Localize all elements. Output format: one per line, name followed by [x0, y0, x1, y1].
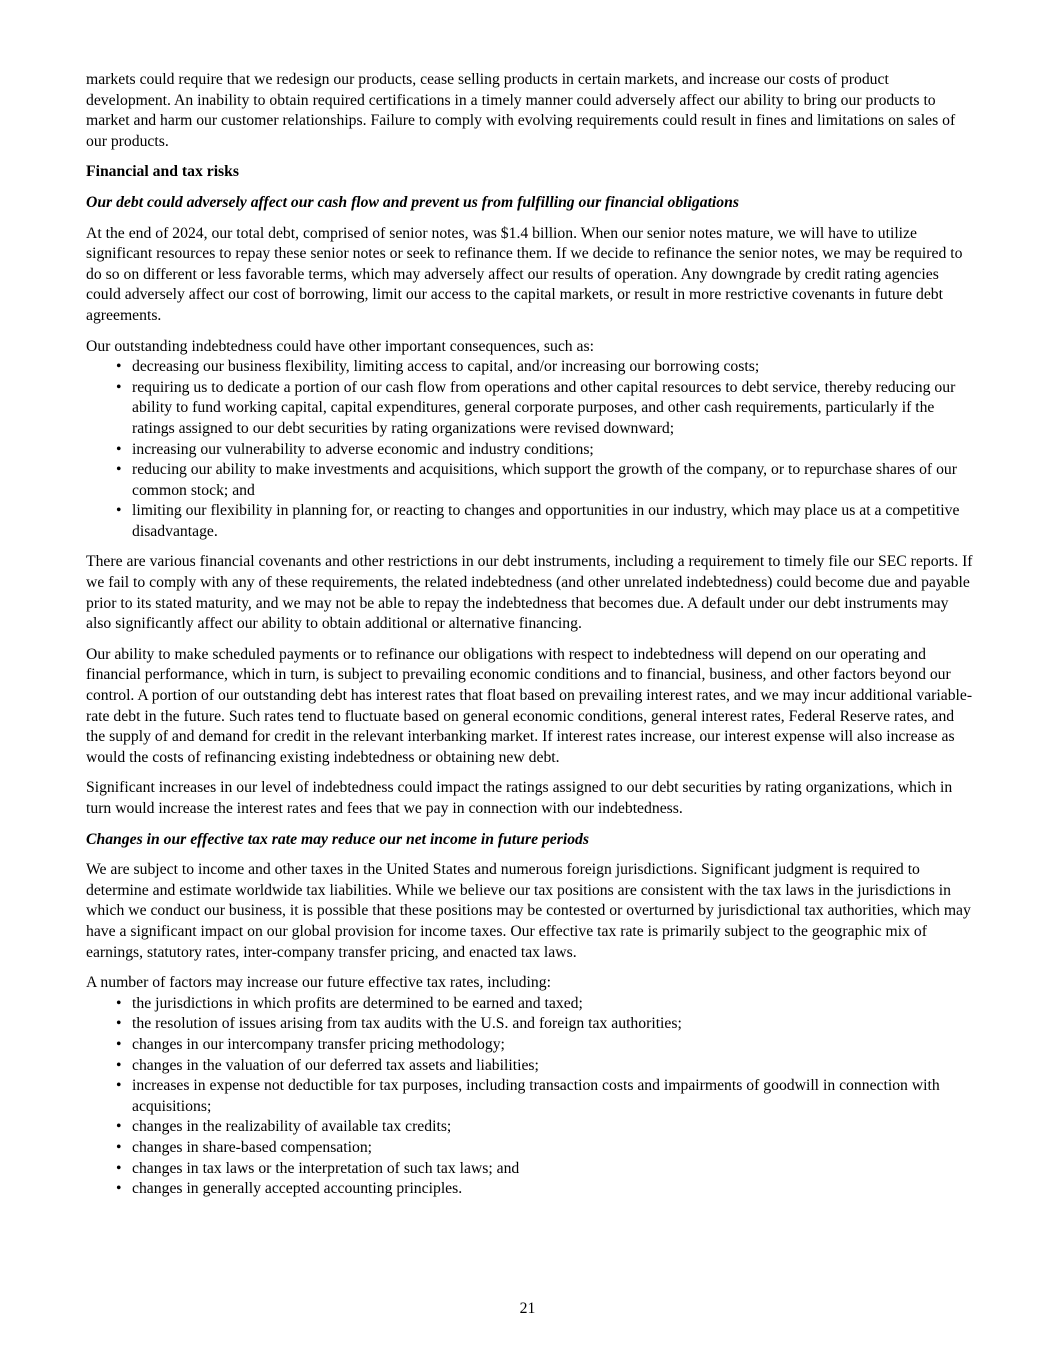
- tax-bullets-intro: A number of factors may increase our future effective tax rates, including:: [86, 974, 551, 992]
- tax-risk-heading: Changes in our effective tax rate may reduce our net income in future periods: [86, 830, 590, 848]
- list-item: • changes in share-based compensation;: [86, 1138, 974, 1159]
- bullet-icon: •: [116, 502, 122, 520]
- bullet-icon: •: [116, 1180, 122, 1198]
- bullet-icon: •: [116, 1077, 122, 1095]
- tax-factors-list: [86, 994, 974, 1200]
- bullet-icon: •: [116, 461, 122, 479]
- list-item: • changes in our intercompany transfer pricing methodology;: [86, 1035, 974, 1056]
- bullet-icon: •: [116, 440, 122, 458]
- bullet-icon: •: [116, 1159, 122, 1177]
- list-item: • changes in tax laws or the interpretation of such tax laws; and: [86, 1159, 974, 1180]
- list-item: • limiting our flexibility in planning for, or reacting to changes and opportunities in our industry, which may place us at a competitive disadvantage.: [116, 502, 960, 540]
- list-item: • changes in the valuation of our deferred tax assets and liabilities;: [86, 1056, 974, 1077]
- bullet-icon: •: [116, 994, 122, 1012]
- bullet-icon: •: [116, 1015, 122, 1033]
- page-number: 21: [519, 1300, 536, 1317]
- debt-paragraph-2: There are various financial covenants and other restrictions in our debt instruments, including a requirement to timely file our SEC reports. If we fail to comply with any of these requirements, the related indebtedness (and other unrelated indebtedness) could become due and payable prior to its stated maturity, and we may not be able to repay the indebtedness that becomes due. A default under our debt instruments may also significantly affect our ability to obtain additional or alternative financing.: [86, 553, 973, 633]
- tax-paragraph-1: We are subject to income and other taxes in the United States and numerous foreign jurisdictions. Significant judgment is required to determine and estimate worldwide tax liabilities. While we believe our tax positions are consistent with the tax laws in the jurisdictions in which we conduct our business, it is possible that these positions may be contested or overturned by jurisdictional tax authorities, which may have a significant impact on our global provision for income taxes. Our effective tax rate is primarily subject to the geographic mix of earnings, statutory rates, inter-company transfer pricing, and enacted tax laws.: [86, 861, 971, 961]
- list-item: • requiring us to dedicate a portion of our cash flow from operations and other capital resources to debt service, thereby reducing our ability to fund working capital, capital expenditures, general corporate purposes, and other cash requirements, particularly if the ratings assigned to our debt securities by rating organizations were revised downward;: [116, 378, 956, 437]
- list-item: • increases in expense not deductible for tax purposes, including transaction costs and impairments of goodwill in connection with acquisitions;: [116, 1077, 940, 1115]
- debt-bullets-intro: Our outstanding indebtedness could have other important consequences, such as:: [86, 337, 594, 355]
- list-item: • changes in generally accepted accounting principles.: [86, 1179, 974, 1200]
- bullet-icon: •: [116, 358, 122, 376]
- list-item: • changes in the realizability of available tax credits;: [86, 1117, 974, 1138]
- list-item: • increasing our vulnerability to adverse economic and industry conditions;: [86, 440, 974, 461]
- bullet-icon: •: [116, 1118, 122, 1136]
- list-item: • the resolution of issues arising from tax audits with the U.S. and foreign tax authorities;: [86, 1014, 974, 1035]
- debt-risk-heading: Our debt could adversely affect our cash flow and prevent us from fulfilling our financial obligations: [86, 193, 739, 211]
- bullet-icon: •: [116, 378, 122, 396]
- section-heading: Financial and tax risks: [86, 163, 239, 181]
- bullet-icon: •: [116, 1138, 122, 1156]
- debt-paragraph-4: Significant increases in our level of indebtedness could impact the ratings assigned to our debt securities by rating organizations, which in turn would increase the interest rates and fees that we pay in connection with our indebtedness.: [86, 779, 953, 817]
- bullet-icon: •: [116, 1056, 122, 1074]
- debt-paragraph-3: Our ability to make scheduled payments or to refinance our obligations with respect to indebtedness will depend on our operating and financial performance, which in turn, is subject to prevailing economic conditions and to financial, business, and other factors beyond our control. A portion of our outstanding debt has interest rates that float based on prevailing interest rates, and we may incur additional variable-rate debt in the future. Such rates tend to fluctuate based on general economic conditions, general interest rates, Federal Reserve rates, and the supply of and demand for credit in the relevant interbanking market. If interest rates increase, our interest expense will also increase as would the costs of refinancing existing indebtedness or obtaining new debt.: [86, 645, 973, 766]
- list-item: • reducing our ability to make investments and acquisitions, which support the growth of the company, or to repurchase shares of our common stock; and: [116, 461, 957, 499]
- debt-paragraph-1: At the end of 2024, our total debt, comprised of senior notes, was $1.4 billion. When our senior notes mature, we will have to utilize significant resources to repay these senior notes or seek to refinance them. If we decide to refinance the senior notes, we may be required to do so on different or less favorable terms, which may adversely affect our results of operation. Any downgrade by credit rating agencies could adversely affect our cost of borrowing, limit our access to the capital markets, or result in more restrictive covenants in future debt agreements.: [86, 224, 963, 324]
- list-item: • the jurisdictions in which profits are determined to be earned and taxed;: [86, 994, 974, 1015]
- document-body: [86, 70, 974, 1210]
- bullet-icon: •: [116, 1035, 122, 1053]
- continuation-paragraph: markets could require that we redesign our products, cease selling products in certain markets, and increase our costs of product development. An inability to obtain required certifications in a timely manner could adversely affect our ability to bring our products to market and harm our customer relationships. Failure to comply with evolving requirements could result in fines and limitations on sales of our products.: [86, 71, 956, 150]
- list-item: • decreasing our business flexibility, limiting access to capital, and/or increasing our borrowing costs;: [86, 357, 974, 378]
- debt-consequences-list: [86, 357, 974, 542]
